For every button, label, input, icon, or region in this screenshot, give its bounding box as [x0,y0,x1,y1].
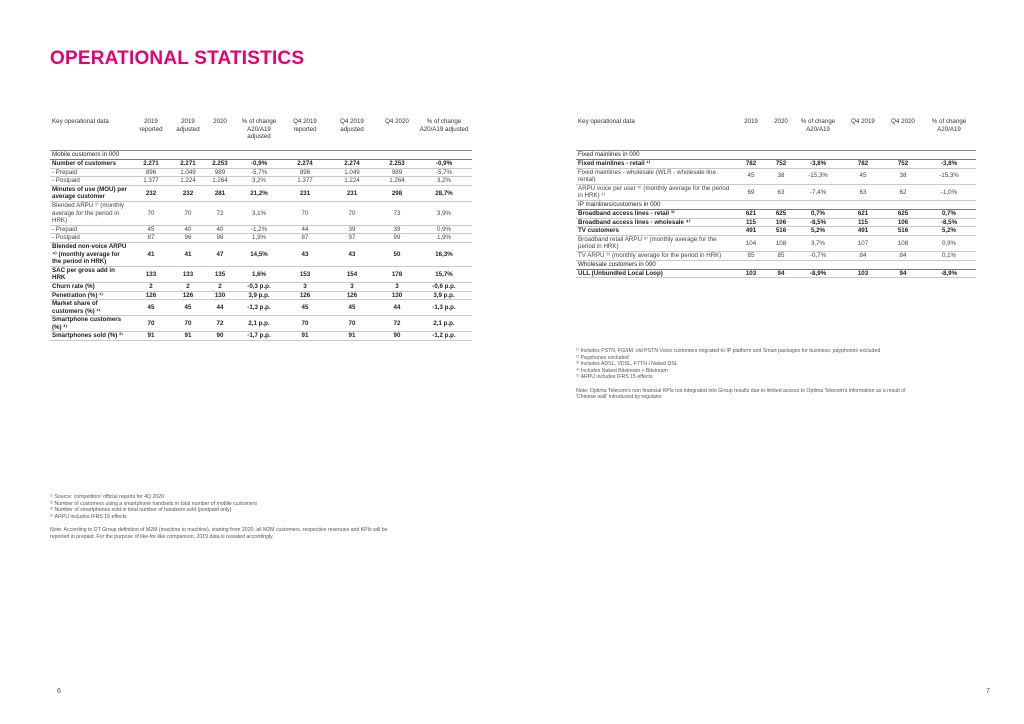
footnote [576,381,906,388]
cell-value: 63 [842,184,884,200]
table-row [576,168,976,184]
cell-value: 0,1% [922,251,976,260]
cell-value: 896 [132,168,170,177]
row-label: - Postpaid [50,177,132,186]
cell-value: 91 [326,332,378,341]
row-label: IP mainlines/customers in 000 [576,200,976,209]
table-row [50,234,472,243]
footnote [50,520,388,527]
footnote: 'Chinese wall' introduced by regulator [576,394,662,401]
cell-value: 1.377 [284,177,326,186]
cell-value: -0,3 p.p. [234,282,284,291]
cell-value: 1,6% [234,266,284,282]
row-label: TV ARPU ⁵⁾ (monthly average for the period in HRK) [576,251,734,260]
cell-value: 621 [842,209,884,218]
fixed-statistics-table [576,116,976,278]
row-label: Wholesale customers in 000 [576,260,976,269]
left-footnotes [50,494,388,540]
row-label: - Prepaid [50,225,132,234]
cell-value: 87 [132,234,170,243]
cell-value: -0,9% [234,160,284,169]
cell-value: 70 [326,316,378,332]
cell-value: -1,2 p.p. [416,332,472,341]
cell-value: 516 [768,227,794,236]
table-row [50,185,472,201]
cell-value: 45 [132,225,170,234]
cell-value: -5,7% [416,168,472,177]
cell-value: 752 [884,160,922,169]
footnote: ¹⁾ Includes PSTN, FGSM, old PSTN Voice customers migrated to IP platform and Smart packages for business; payphones excluded [576,348,881,354]
cell-value: 1.049 [326,168,378,177]
cell-value: 2,1 p.p. [416,316,472,332]
header-row [50,116,472,151]
cell-value: 91 [170,332,206,341]
row-label: Fixed mainlines - retail ¹⁾ [576,160,734,169]
cell-value: 72 [206,316,234,332]
cell-value: 70 [170,316,206,332]
page-title: OPERATIONAL STATISTICS [50,48,305,69]
row-label: Fixed mainlines in 000 [576,151,976,160]
cell-value: 0,9% [922,235,976,251]
cell-value: 98 [206,234,234,243]
row-label: Minutes of use (MOU) per average customer [50,185,132,201]
row-label: - Prepaid [50,168,132,177]
cell-value: 44 [378,300,416,316]
page-number-left: 6 [57,688,61,695]
cell-value: 106 [768,218,794,227]
section-row [576,151,976,160]
cell-value: -15,3% [794,168,842,184]
cell-value: 3,2% [416,177,472,186]
cell-value: 39 [378,225,416,234]
cell-value: 45 [170,300,206,316]
table-row [50,291,472,300]
cell-value: -1,7 p.p. [234,332,284,341]
footnote: ⁴⁾ Includes Naked Bitstream + Bitstream [576,367,668,374]
section-row [50,151,472,160]
column-header: Key operational data [576,116,734,151]
table-row [50,160,472,169]
footnote: Note: Optima Telecom's non financial KPIs not integrated into Group results due to limited access to Optima Telecom's information as a result of [576,387,906,394]
cell-value: 1.224 [326,177,378,186]
mobile-statistics-table [50,116,472,341]
cell-value: 108 [768,235,794,251]
row-label: Blended ARPU ¹⁾ (monthly average for the period in HRK) [50,201,132,225]
cell-value: 90 [378,332,416,341]
row-label: Number of customers [50,160,132,169]
cell-value: 104 [734,235,768,251]
cell-value: 1.264 [206,177,234,186]
cell-value: 50 [378,242,416,266]
cell-value: 2 [170,282,206,291]
cell-value: 1.264 [378,177,416,186]
cell-value: 44 [284,225,326,234]
table-row [576,269,976,278]
table-row [50,332,472,341]
footnote: ³⁾ Includes ADSL, VDSL, FTTH i Naked DSL [576,361,678,368]
cell-value: 103 [842,269,884,278]
row-label: Penetration (%) ¹⁾ [50,291,132,300]
column-header: % of change A20/A19 [922,116,976,151]
cell-value: 45 [734,168,768,184]
row-label: TV customers [576,227,734,236]
cell-value: 28,7% [416,185,472,201]
cell-value: 989 [378,168,416,177]
row-label: Mobile customers in 000 [50,151,472,160]
cell-value: 0,9% [416,225,472,234]
cell-value: 91 [132,332,170,341]
table-row [50,282,472,291]
cell-value: 97 [326,234,378,243]
cell-value: 85 [734,251,768,260]
cell-value: 45 [132,300,170,316]
cell-value: 94 [884,269,922,278]
cell-value: 45 [842,168,884,184]
column-header: % of change A20/A19 [794,116,842,151]
table-row [50,225,472,234]
cell-value: 1,9% [416,234,472,243]
cell-value: 96 [170,234,206,243]
cell-value: 5,2% [794,227,842,236]
cell-value: 72 [206,201,234,225]
row-label: Broadband access lines - wholesale ⁴⁾ [576,218,734,227]
cell-value: 69 [734,184,768,200]
cell-value: 3,9 p.p. [416,291,472,300]
table-row [50,316,472,332]
cell-value: 70 [132,316,170,332]
column-header: 2019 reported [132,116,170,151]
cell-value: 2.253 [206,160,234,169]
cell-value: 133 [132,266,170,282]
column-header: Q4 2020 [884,116,922,151]
cell-value: -5,7% [234,168,284,177]
row-label: Smartphone customers (%) ²⁾ [50,316,132,332]
cell-value: 153 [284,266,326,282]
cell-value: -8,5% [922,218,976,227]
cell-value: 103 [734,269,768,278]
table-row [576,235,976,251]
row-label: Blended non-voice ARPU ⁴⁾ (monthly average for the period in HRK) [50,242,132,266]
cell-value: 16,3% [416,242,472,266]
cell-value: 782 [842,160,884,169]
column-header: 2019 [734,116,768,151]
footnote: Note: According to DT Group definition of M2M (machine to machine), starting from 2020, all M2M customers, respective revenues and KPIs will be [50,526,388,533]
cell-value: 43 [284,242,326,266]
cell-value: 3 [284,282,326,291]
cell-value: -1,3 p.p. [416,300,472,316]
row-label: Broadband access lines - retail ³⁾ [576,209,734,218]
footnote: ¹⁾ Source: competitors' official reports for 4Q 2020 [50,494,165,500]
cell-value: 40 [206,225,234,234]
row-label: SAC per gross add in HRK [50,266,132,282]
cell-value: 73 [378,201,416,225]
column-header: Q4 2020 [378,116,416,151]
cell-value: -8,9% [922,269,976,278]
cell-value: 70 [170,201,206,225]
cell-value: 2 [132,282,170,291]
cell-value: 231 [284,185,326,201]
table-row [50,266,472,282]
table-row [576,184,976,200]
cell-value: 21,2% [234,185,284,201]
cell-value: 99 [378,234,416,243]
footnote: ²⁾ Number of customers using a smartphone handsets in total number of mobile customers [50,500,258,507]
cell-value: 107 [842,235,884,251]
cell-value: 133 [170,266,206,282]
cell-value: -0,6 p.p. [416,282,472,291]
cell-value: 14,5% [234,242,284,266]
cell-value: 1,9% [234,234,284,243]
cell-value: -0,7% [794,251,842,260]
footnote: ⁵⁾ ARPU includes IFRS 15 effects [576,374,653,381]
row-label: ARPU voice per user ⁵⁾ (monthly average for the period in HRK) ²⁾ [576,184,734,200]
cell-value: 3,9 p.p. [234,291,284,300]
cell-value: 281 [206,185,234,201]
table-row [50,177,472,186]
row-label: ULL (Unbundled Local Loop) [576,269,734,278]
cell-value: 90 [206,332,234,341]
cell-value: 70 [284,201,326,225]
footnote: reported in prepaid. For the purpose of like-for-like comparison, 2019 data is restated accordingly. [50,533,274,540]
section-row [576,200,976,209]
column-header: Q4 2019 [842,116,884,151]
cell-value: 232 [132,185,170,201]
cell-value: 126 [132,291,170,300]
cell-value: 130 [206,291,234,300]
row-label: Churn rate (%) [50,282,132,291]
cell-value: 45 [326,300,378,316]
cell-value: 752 [768,160,794,169]
cell-value: 782 [734,160,768,169]
cell-value: 41 [170,242,206,266]
column-header: % of change A20/A19 adjusted [416,116,472,151]
cell-value: 3,2% [234,177,284,186]
table-row [50,300,472,316]
cell-value: 2.253 [378,160,416,169]
cell-value: 106 [884,218,922,227]
page-number-right: 7 [986,688,990,695]
cell-value: -0,9% [416,160,472,169]
cell-value: 625 [768,209,794,218]
cell-value: 491 [734,227,768,236]
cell-value: 0,7% [794,209,842,218]
cell-value: 491 [842,227,884,236]
cell-value: 108 [884,235,922,251]
cell-value: 2.274 [326,160,378,169]
cell-value: 2.274 [284,160,326,169]
column-header: Q4 2019 reported [284,116,326,151]
cell-value: 625 [884,209,922,218]
cell-value: 2.271 [170,160,206,169]
cell-value: -1,0% [922,184,976,200]
cell-value: 70 [326,201,378,225]
cell-value: 47 [206,242,234,266]
cell-value: 115 [734,218,768,227]
cell-value: 62 [884,184,922,200]
cell-value: 3,1% [234,201,284,225]
table-row [576,218,976,227]
cell-value: 896 [284,168,326,177]
column-header: Key operational data [50,116,132,151]
table-row [576,209,976,218]
cell-value: 45 [284,300,326,316]
cell-value: 126 [326,291,378,300]
cell-value: 44 [206,300,234,316]
cell-value: 989 [206,168,234,177]
table-row [576,251,976,260]
table-row [50,168,472,177]
cell-value: 1.224 [170,177,206,186]
cell-value: -3,8% [794,160,842,169]
footnote: ⁴⁾ ARPU includes IFRS 15 effects [50,513,127,520]
row-label: Fixed mainlines - wholesale (WLR - wholesale line rental) [576,168,734,184]
table-row [576,227,976,236]
column-header: 2020 [206,116,234,151]
cell-value: -7,4% [794,184,842,200]
cell-value: -15,3% [922,168,976,184]
cell-value: 115 [842,218,884,227]
cell-value: 2,1 p.p. [234,316,284,332]
cell-value: 1.377 [132,177,170,186]
cell-value: -1,2% [234,225,284,234]
cell-value: 2 [206,282,234,291]
cell-value: 232 [170,185,206,201]
cell-value: 70 [284,316,326,332]
section-row [576,260,976,269]
cell-value: 0,7% [922,209,976,218]
cell-value: 85 [768,251,794,260]
row-label: Market share of customers (%) ¹⁾ [50,300,132,316]
cell-value: 39 [326,225,378,234]
cell-value: 84 [842,251,884,260]
cell-value: 15,7% [416,266,472,282]
column-header: 2019 adjusted [170,116,206,151]
cell-value: 38 [768,168,794,184]
cell-value: 126 [284,291,326,300]
row-label: Smartphones sold (%) ³⁾ [50,332,132,341]
footnote: ²⁾ Payphones excluded [576,354,629,361]
table-row [50,242,472,266]
cell-value: 94 [768,269,794,278]
row-label: Broadband retail ARPU ⁵⁾ (monthly average for the period in HRK) [576,235,734,251]
column-header: % of change A20/A19 adjusted [234,116,284,151]
cell-value: 43 [326,242,378,266]
cell-value: 231 [326,185,378,201]
cell-value: 5,2% [922,227,976,236]
right-footnotes [576,348,906,401]
footnote: ³⁾ Number of smartphones sold in total number of handsets sold (postpaid only) [50,507,232,514]
cell-value: 70 [132,201,170,225]
cell-value: 126 [170,291,206,300]
cell-value: 1.049 [170,168,206,177]
cell-value: 621 [734,209,768,218]
cell-value: 41 [132,242,170,266]
cell-value: 84 [884,251,922,260]
row-label: - Postpaid [50,234,132,243]
cell-value: 516 [884,227,922,236]
table-row [576,160,976,169]
cell-value: 3,7% [794,235,842,251]
column-header: 2020 [768,116,794,151]
cell-value: 91 [284,332,326,341]
cell-value: -1,3 p.p. [234,300,284,316]
cell-value: 63 [768,184,794,200]
cell-value: 178 [378,266,416,282]
cell-value: 298 [378,185,416,201]
cell-value: 3,9% [416,201,472,225]
header-row [576,116,976,151]
cell-value: -3,8% [922,160,976,169]
cell-value: 2.271 [132,160,170,169]
cell-value: 72 [378,316,416,332]
cell-value: 154 [326,266,378,282]
cell-value: 130 [378,291,416,300]
cell-value: 87 [284,234,326,243]
column-header: Q4 2019 adjusted [326,116,378,151]
table-row [50,201,472,225]
cell-value: 38 [884,168,922,184]
cell-value: 3 [378,282,416,291]
cell-value: -8,9% [794,269,842,278]
cell-value: 135 [206,266,234,282]
cell-value: 40 [170,225,206,234]
cell-value: -8,5% [794,218,842,227]
cell-value: 3 [326,282,378,291]
